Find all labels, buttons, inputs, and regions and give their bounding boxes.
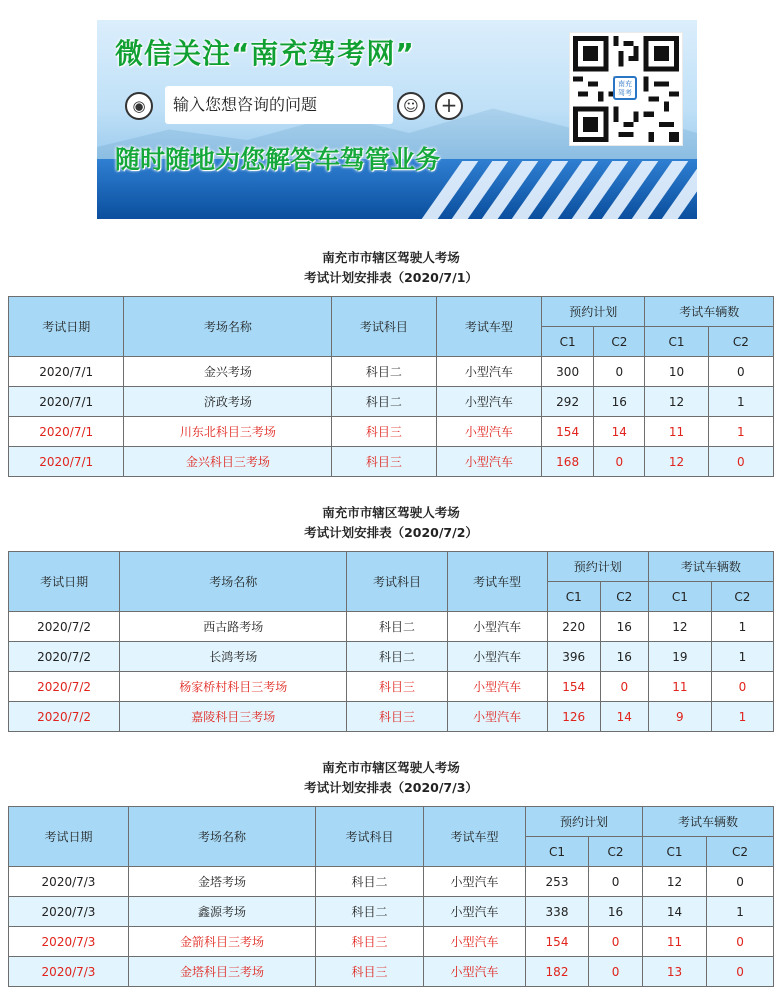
header-subject: 考试科目 — [332, 297, 436, 357]
header-plan: 预约计划 — [542, 297, 645, 327]
cell-venue: 杨家桥村科目三考场 — [120, 672, 347, 702]
header-plan-c2: C2 — [600, 582, 648, 612]
cell-venue: 长鸿考场 — [120, 642, 347, 672]
qr-code — [569, 32, 683, 146]
cell-cars-c1: 19 — [648, 642, 711, 672]
header-plan-c1: C1 — [542, 327, 594, 357]
header-cars-c2: C2 — [707, 837, 774, 867]
cell-cars-c1: 11 — [645, 417, 708, 447]
cell-cars-c2: 0 — [708, 357, 773, 387]
cell-cars-c1: 14 — [643, 897, 707, 927]
cell-date: 2020/7/3 — [9, 867, 129, 897]
table-row — [9, 357, 774, 387]
cell-cars-c2: 0 — [707, 867, 774, 897]
header-plan-c2: C2 — [589, 837, 643, 867]
header-venue: 考场名称 — [124, 297, 332, 357]
cell-venue: 金兴考场 — [124, 357, 332, 387]
cell-venue: 川东北科目三考场 — [124, 417, 332, 447]
cell-vehicle: 小型汽车 — [436, 387, 541, 417]
cell-vehicle: 小型汽车 — [424, 957, 526, 987]
cell-cars-c2: 0 — [708, 447, 773, 477]
qr-logo: 南充驾考 — [613, 76, 637, 100]
cell-plan-c2: 0 — [589, 957, 643, 987]
cell-cars-c2: 0 — [711, 672, 773, 702]
cell-subject: 科目二 — [316, 867, 424, 897]
cell-subject: 科目二 — [332, 357, 436, 387]
banner-slogan: 随时随地为您解答车驾管业务 — [115, 145, 441, 174]
cell-date: 2020/7/3 — [9, 927, 129, 957]
cell-cars-c1: 12 — [643, 867, 707, 897]
cell-date: 2020/7/2 — [9, 612, 120, 642]
cell-plan-c2: 0 — [600, 672, 648, 702]
cell-date: 2020/7/1 — [9, 387, 124, 417]
cell-plan-c1: 338 — [526, 897, 589, 927]
header-plan-c2: C2 — [594, 327, 645, 357]
header-cars: 考试车辆数 — [645, 297, 774, 327]
table-row — [9, 702, 774, 732]
header-subject: 考试科目 — [316, 807, 424, 867]
cell-vehicle: 小型汽车 — [447, 642, 547, 672]
cell-plan-c1: 220 — [547, 612, 600, 642]
header-cars-c2: C2 — [711, 582, 773, 612]
cell-vehicle: 小型汽车 — [424, 897, 526, 927]
cell-plan-c1: 154 — [547, 672, 600, 702]
cell-venue: 金塔考场 — [129, 867, 316, 897]
cell-subject: 科目三 — [332, 447, 436, 477]
section-caption: 南充市市辖区驾驶人考场 — [322, 250, 460, 265]
chat-input-bar — [117, 86, 458, 126]
cell-date: 2020/7/2 — [9, 642, 120, 672]
cell-plan-c2: 16 — [600, 642, 648, 672]
header-date: 考试日期 — [9, 297, 124, 357]
cell-subject: 科目三 — [347, 702, 447, 732]
header-date: 考试日期 — [9, 807, 129, 867]
cell-vehicle: 小型汽车 — [447, 702, 547, 732]
schedule-section — [8, 248, 774, 477]
cell-venue: 西古路考场 — [120, 612, 347, 642]
header-plan: 预约计划 — [547, 552, 648, 582]
cell-vehicle: 小型汽车 — [447, 672, 547, 702]
header-cars-c1: C1 — [648, 582, 711, 612]
cell-plan-c2: 16 — [600, 612, 648, 642]
cell-plan-c2: 0 — [594, 357, 645, 387]
section-caption: 南充市市辖区驾驶人考场 — [322, 505, 460, 520]
cell-date: 2020/7/1 — [9, 357, 124, 387]
cell-date: 2020/7/2 — [9, 672, 120, 702]
cell-cars-c2: 0 — [707, 957, 774, 987]
table-row — [9, 867, 774, 897]
header-plan: 预约计划 — [526, 807, 643, 837]
cell-plan-c1: 154 — [542, 417, 594, 447]
cell-cars-c1: 12 — [645, 447, 708, 477]
cell-subject: 科目三 — [332, 417, 436, 447]
table-row — [9, 957, 774, 987]
table-row — [9, 387, 774, 417]
cell-plan-c1: 292 — [542, 387, 594, 417]
cell-cars-c1: 12 — [645, 387, 708, 417]
cell-venue: 金箭科目三考场 — [129, 927, 316, 957]
table-row — [9, 897, 774, 927]
table-row — [9, 927, 774, 957]
emoji-icon: ☺ — [397, 92, 425, 120]
cell-date: 2020/7/2 — [9, 702, 120, 732]
header-date: 考试日期 — [9, 552, 120, 612]
cell-vehicle: 小型汽车 — [436, 417, 541, 447]
schedule-section — [8, 758, 774, 987]
cell-subject: 科目二 — [347, 642, 447, 672]
header-plan-c1: C1 — [547, 582, 600, 612]
header-vehicle: 考试车型 — [447, 552, 547, 612]
header-cars: 考试车辆数 — [648, 552, 773, 582]
cell-venue: 金兴科目三考场 — [124, 447, 332, 477]
cell-venue: 金塔科目三考场 — [129, 957, 316, 987]
cell-vehicle: 小型汽车 — [424, 927, 526, 957]
cell-cars-c2: 1 — [707, 897, 774, 927]
wechat-banner — [97, 20, 697, 219]
cell-cars-c1: 12 — [648, 612, 711, 642]
cell-cars-c2: 1 — [711, 702, 773, 732]
cell-venue: 鑫源考场 — [129, 897, 316, 927]
header-vehicle: 考试车型 — [424, 807, 526, 867]
header-cars-c1: C1 — [645, 327, 708, 357]
cell-plan-c1: 396 — [547, 642, 600, 672]
cell-plan-c1: 253 — [526, 867, 589, 897]
cell-date: 2020/7/3 — [9, 957, 129, 987]
cell-plan-c2: 14 — [594, 417, 645, 447]
schedule-table — [8, 551, 774, 732]
cell-subject: 科目二 — [316, 897, 424, 927]
cell-venue: 嘉陵科目三考场 — [120, 702, 347, 732]
cell-plan-c1: 168 — [542, 447, 594, 477]
cell-subject: 科目三 — [347, 672, 447, 702]
cell-plan-c2: 0 — [589, 867, 643, 897]
cell-plan-c2: 0 — [589, 927, 643, 957]
cell-cars-c1: 11 — [643, 927, 707, 957]
schedule-table — [8, 296, 774, 477]
cell-cars-c2: 1 — [711, 612, 773, 642]
table-row — [9, 447, 774, 477]
voice-icon: ◉ — [125, 92, 153, 120]
cell-date: 2020/7/3 — [9, 897, 129, 927]
cell-cars-c1: 9 — [648, 702, 711, 732]
cell-cars-c2: 0 — [707, 927, 774, 957]
cell-venue: 济政考场 — [124, 387, 332, 417]
plus-icon: + — [435, 92, 463, 120]
table-row — [9, 612, 774, 642]
section-caption: 南充市市辖区驾驶人考场 — [322, 760, 460, 775]
cell-subject: 科目三 — [316, 927, 424, 957]
cell-plan-c2: 16 — [594, 387, 645, 417]
banner-title: 微信关注“南充驾考网” — [115, 37, 415, 70]
header-vehicle: 考试车型 — [436, 297, 541, 357]
cell-plan-c1: 182 — [526, 957, 589, 987]
cell-date: 2020/7/1 — [9, 447, 124, 477]
schedule-table — [8, 806, 774, 987]
cell-plan-c1: 126 — [547, 702, 600, 732]
cell-date: 2020/7/1 — [9, 417, 124, 447]
cell-vehicle: 小型汽车 — [424, 867, 526, 897]
header-cars-c1: C1 — [643, 837, 707, 867]
cell-subject: 科目二 — [332, 387, 436, 417]
schedule-section — [8, 503, 774, 732]
header-cars: 考试车辆数 — [643, 807, 774, 837]
cell-subject: 科目三 — [316, 957, 424, 987]
cell-vehicle: 小型汽车 — [436, 357, 541, 387]
header-cars-c2: C2 — [708, 327, 773, 357]
cell-vehicle: 小型汽车 — [436, 447, 541, 477]
header-venue: 考场名称 — [120, 552, 347, 612]
cell-cars-c2: 1 — [708, 387, 773, 417]
section-subcaption: 考试计划安排表（2020/7/3） — [304, 780, 478, 795]
cell-plan-c1: 154 — [526, 927, 589, 957]
header-plan-c1: C1 — [526, 837, 589, 867]
cell-cars-c1: 10 — [645, 357, 708, 387]
header-subject: 考试科目 — [347, 552, 447, 612]
cell-subject: 科目二 — [347, 612, 447, 642]
cell-plan-c2: 14 — [600, 702, 648, 732]
cell-plan-c1: 300 — [542, 357, 594, 387]
section-subcaption: 考试计划安排表（2020/7/2） — [304, 525, 478, 540]
cell-cars-c1: 11 — [648, 672, 711, 702]
cell-plan-c2: 0 — [594, 447, 645, 477]
cell-cars-c2: 1 — [708, 417, 773, 447]
cell-vehicle: 小型汽车 — [447, 612, 547, 642]
table-row — [9, 642, 774, 672]
header-venue: 考场名称 — [129, 807, 316, 867]
chat-input-field: 输入您想咨询的问题 — [165, 86, 393, 124]
table-row — [9, 417, 774, 447]
cell-cars-c2: 1 — [711, 642, 773, 672]
section-subcaption: 考试计划安排表（2020/7/1） — [304, 270, 478, 285]
cell-cars-c1: 13 — [643, 957, 707, 987]
cell-plan-c2: 16 — [589, 897, 643, 927]
table-row — [9, 672, 774, 702]
